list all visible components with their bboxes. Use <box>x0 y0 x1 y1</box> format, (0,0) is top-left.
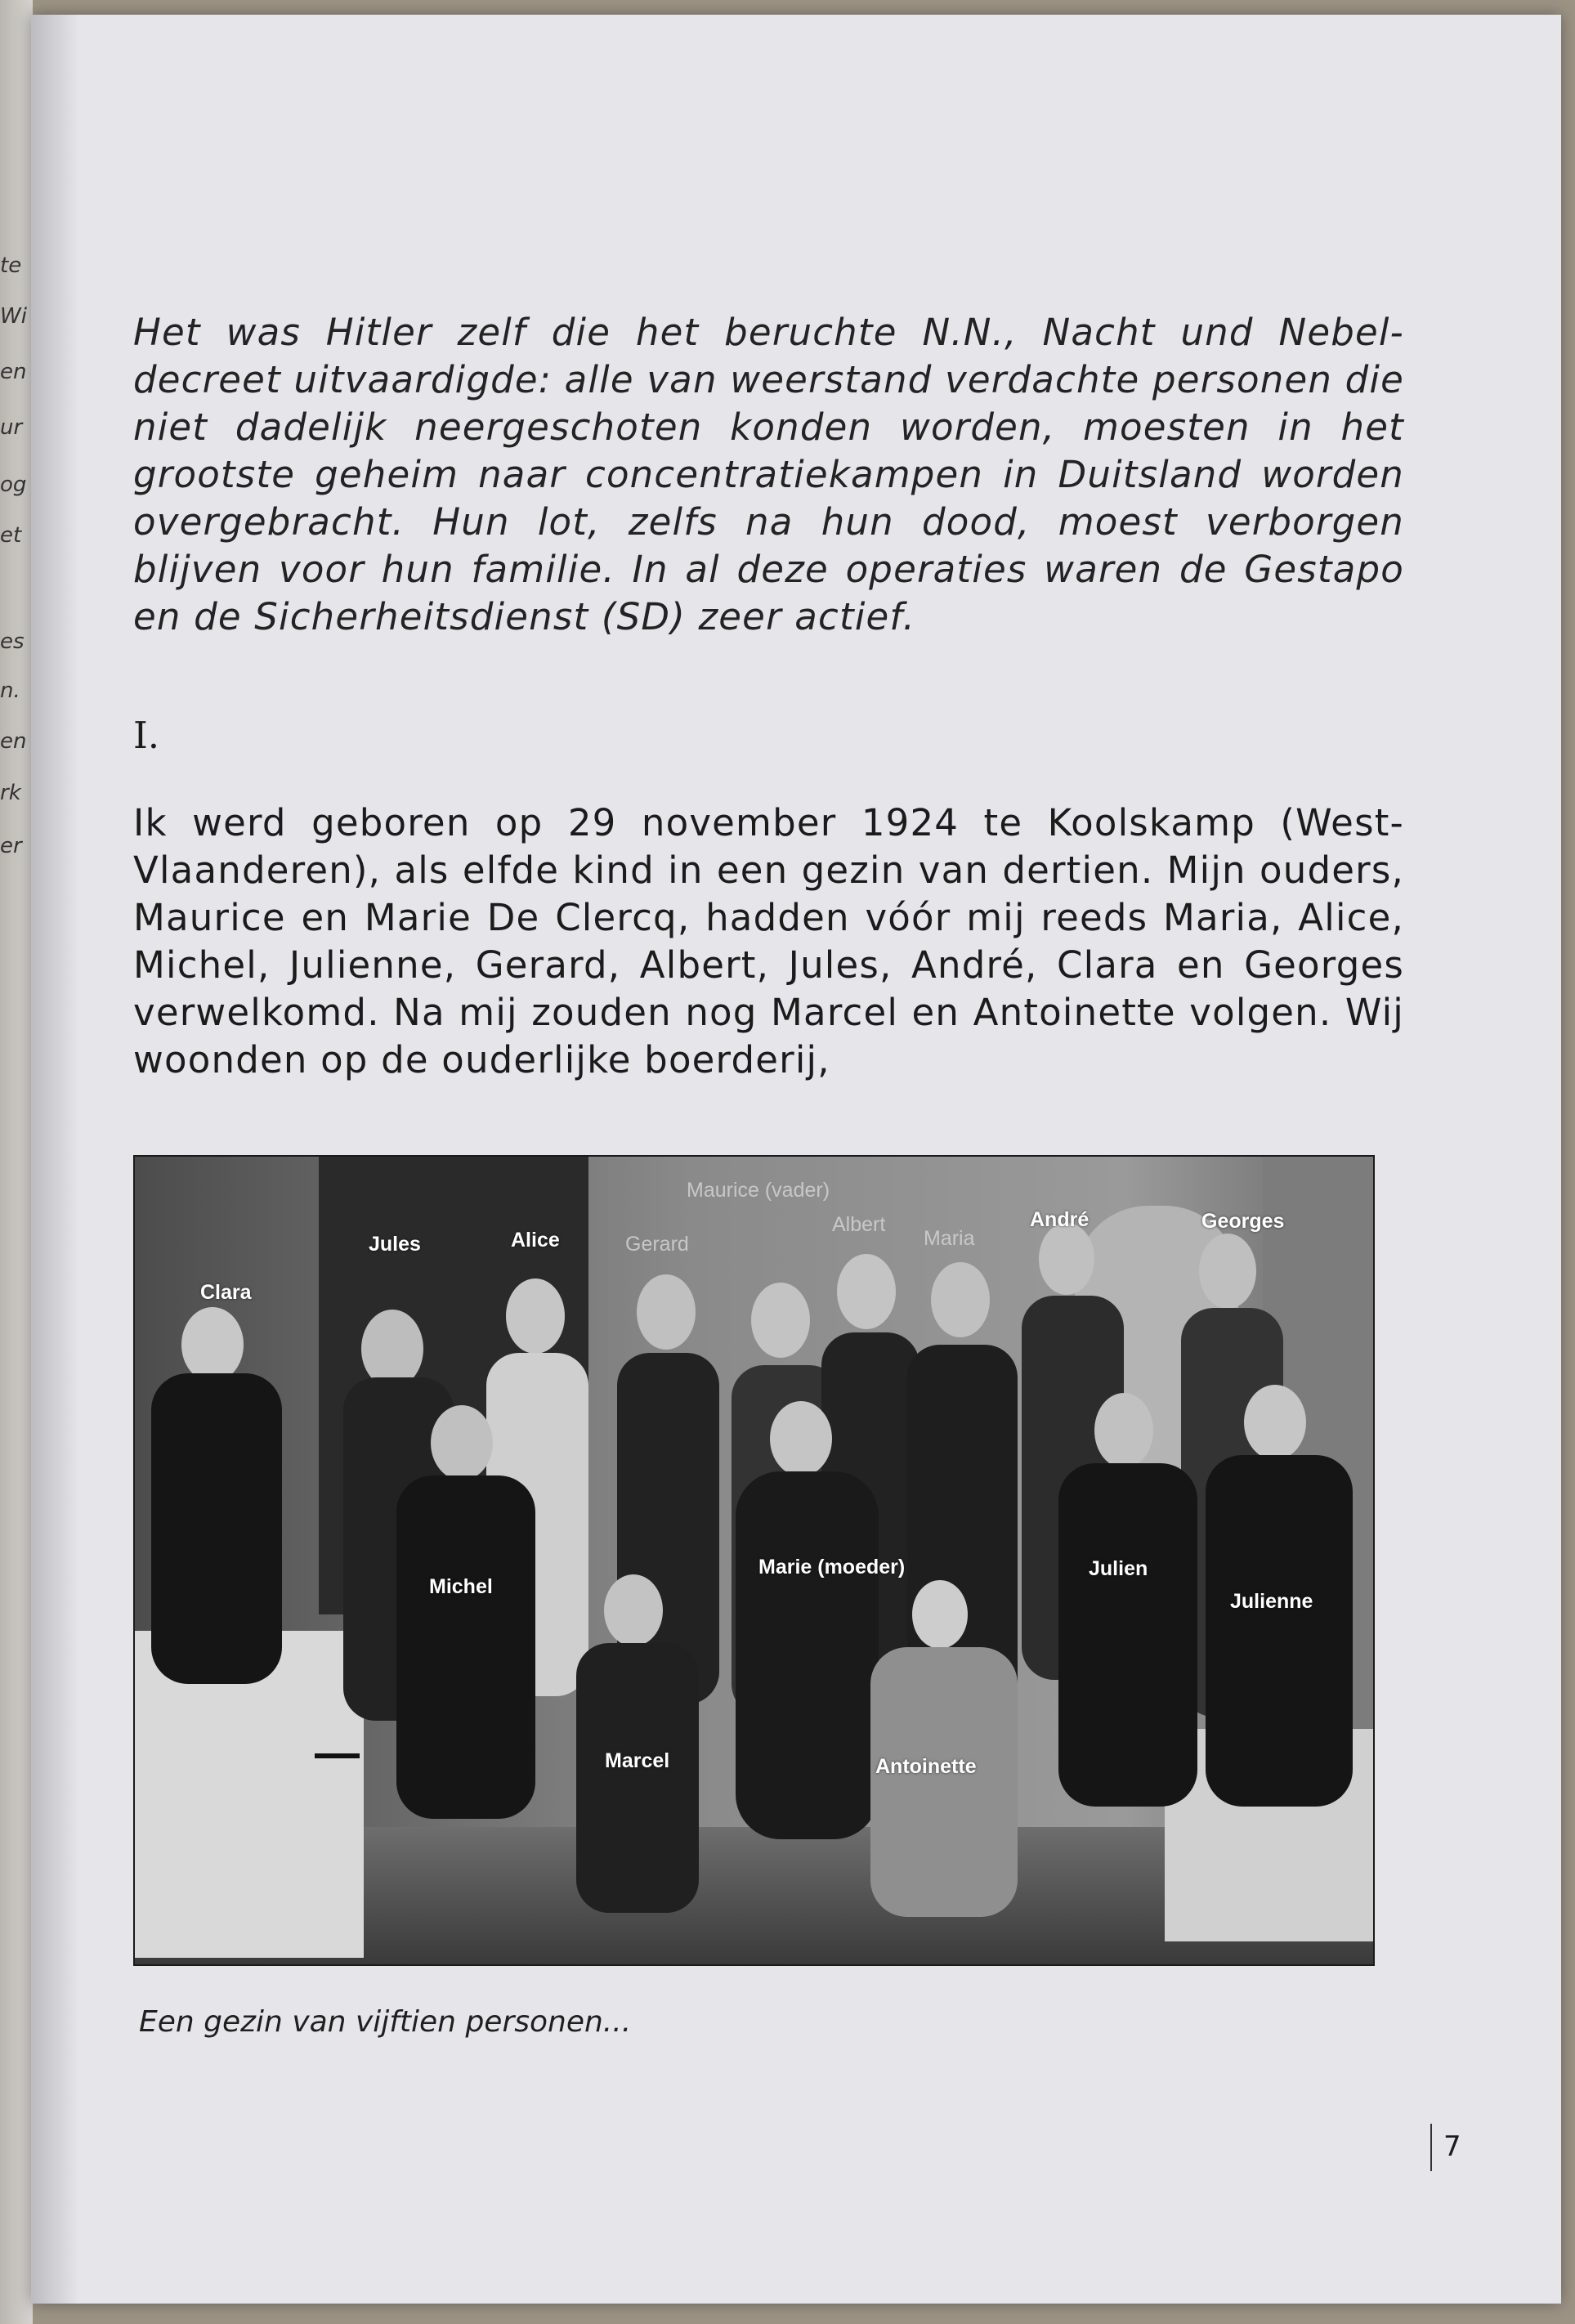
photo-label-antoinette: Antoinette <box>875 1755 977 1778</box>
side-fragment: ur <box>0 415 23 440</box>
photo-label-alice: Alice <box>511 1229 560 1252</box>
intro-paragraph: Het was Hitler zelf die het beruchte N.N., Nacht und Nebel-decreet uitvaardigde: alle van weerstand verdachte personen die niet dadelijk neergeschoten konden worden, moesten in het grootste geheim naar concentratiekampen in Duitsland worden overgebracht. Hun lot, zelfs na hun dood, moest verborgen blijven voor hun familie. In al deze operaties waren de Gestapo en de Sicherheitsdienst (SD) zeer actief. <box>133 311 1404 638</box>
side-fragment: og <box>0 472 27 497</box>
side-fragment: es <box>0 629 25 654</box>
book-page <box>31 15 1561 2304</box>
photo-label-maria: Maria <box>924 1227 975 1250</box>
side-fragment: er <box>0 834 22 858</box>
side-fragment: et <box>0 523 22 548</box>
family-photo-image <box>135 1157 1373 1964</box>
side-fragment: en <box>0 729 27 754</box>
side-fragment: Wi <box>0 304 27 329</box>
side-fragment: rk <box>0 781 21 805</box>
photo-label-maurice: Maurice (vader) <box>687 1179 830 1202</box>
page-number: 7 <box>1443 2130 1461 2163</box>
section-numeral: I. <box>133 714 160 757</box>
photo-label-julien: Julien <box>1089 1557 1148 1580</box>
photo-label-clara: Clara <box>200 1281 252 1304</box>
photo-label-marie: Marie (moeder) <box>758 1556 906 1578</box>
photo-label-albert: Albert <box>832 1213 886 1236</box>
adjacent-page-edge <box>0 0 33 2324</box>
photo-label-jules: Jules <box>369 1233 421 1256</box>
photo-label-gerard: Gerard <box>625 1233 689 1256</box>
photo-label-julienne: Julienne <box>1230 1590 1313 1613</box>
photo-label-marcel: Marcel <box>605 1749 670 1772</box>
side-fragment: n. <box>0 678 20 703</box>
side-fragment: en <box>0 360 27 384</box>
family-photo <box>133 1155 1375 1966</box>
photo-label-michel: Michel <box>429 1575 493 1598</box>
photo-label-andre: André <box>1030 1208 1090 1231</box>
page-number-rule <box>1430 2124 1432 2171</box>
photo-label-georges: Georges <box>1201 1210 1285 1233</box>
side-fragment: te <box>0 253 22 278</box>
photo-caption: Een gezin van vijftien personen... <box>139 2005 632 2039</box>
body-paragraph: Ik werd geboren op 29 november 1924 te Koolskamp (West-Vlaanderen), als elfde kind in een gezin van dertien. Mijn ouders, Maurice en Marie De Clercq, hadden vóór mij reeds Maria, Alice, Michel, Julienne, Gerard, Albert, Jules, André, Clara en Georges verwelkomd. Na mij zouden nog Marcel en Antoinette volgen. Wij woonden op de ouderlijke boerderij, <box>133 801 1404 1081</box>
